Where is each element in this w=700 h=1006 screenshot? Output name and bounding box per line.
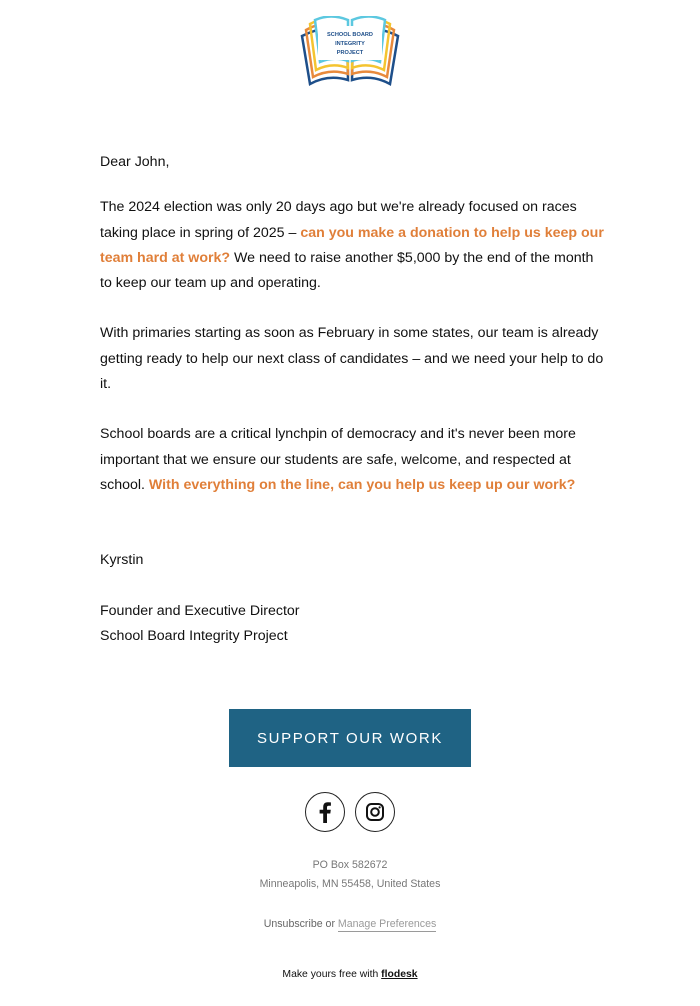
facebook-button[interactable] bbox=[305, 792, 345, 832]
instagram-button[interactable] bbox=[355, 792, 395, 832]
open-book-logo-icon bbox=[300, 16, 400, 88]
email-body bbox=[100, 150, 605, 649]
help-link[interactable]: With everything on the line, can you help us keep up our work? bbox=[148, 476, 576, 493]
address-line-1: PO Box 582672 bbox=[312, 859, 388, 871]
unsubscribe-link[interactable]: Unsubscribe bbox=[263, 918, 323, 930]
greeting: Dear John, bbox=[100, 154, 170, 170]
logo bbox=[300, 16, 400, 88]
paragraph-1 bbox=[100, 195, 605, 296]
signature-org: School Board Integrity Project bbox=[100, 627, 288, 644]
or-text: or bbox=[322, 918, 338, 930]
paragraph-3 bbox=[100, 422, 605, 498]
paragraph-2: With primaries starting as soon as February in some states, our team is already getting ready to help our next class of candidates – and we need your help to do it. bbox=[100, 325, 604, 393]
logo-text-line1: SCHOOL BOARD bbox=[327, 32, 373, 38]
manage-preferences-link[interactable]: Manage Preferences bbox=[337, 918, 437, 930]
preferences-line bbox=[0, 918, 700, 930]
paragraph-3-text-a: School boards are a critical lynchpin of democracy and it's never been more important that we ensure our students are safe, welcome, and respected at school. bbox=[100, 426, 576, 493]
made-with-line bbox=[0, 969, 700, 980]
signature-name: Kyrstin bbox=[100, 552, 144, 569]
paragraph-1-text-b: We need to raise another $5,000 by the end of the month to keep our team up and operating. bbox=[100, 249, 594, 292]
address-line-2: Minneapolis, MN 55458, United States bbox=[259, 878, 441, 890]
paragraph-1-text-a: The 2024 election was only 20 days ago but we're already focused on races taking place in spring of 2025 – bbox=[100, 199, 577, 241]
donation-link[interactable]: can you make a donation to help us keep our team hard at work? bbox=[100, 224, 604, 266]
flodesk-link[interactable]: flodesk bbox=[381, 969, 418, 980]
logo-text-line2: INTEGRITY bbox=[335, 41, 365, 47]
support-our-work-button[interactable]: SUPPORT OUR WORK bbox=[229, 709, 471, 767]
instagram-icon bbox=[365, 802, 385, 822]
made-with-text: Make yours free with bbox=[282, 969, 382, 980]
signature-title: Founder and Executive Director bbox=[100, 602, 300, 619]
logo-text-line3: PROJECT bbox=[336, 50, 364, 56]
facebook-icon bbox=[318, 801, 332, 823]
